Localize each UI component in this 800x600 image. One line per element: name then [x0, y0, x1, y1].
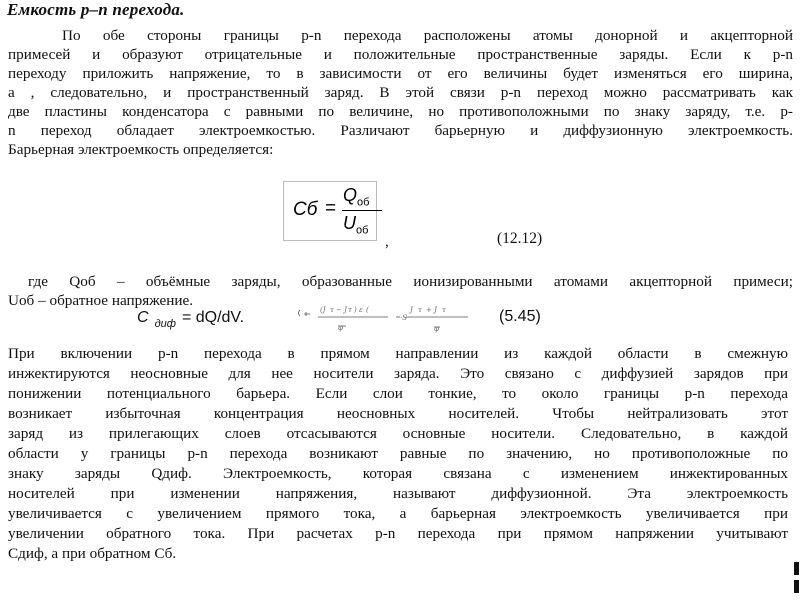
paragraph-line: понижении потенциального барьера. Если слои тонкие, то около границы p-n перехода	[8, 385, 788, 402]
paragraph-line: Сдиф, а при обратном Сб.	[8, 545, 177, 562]
paragraph-line: увеличении обратного тока. При расчетах p-n перехода при прямом напряжении учитывают	[8, 525, 788, 542]
svg-text:φ: φ	[434, 325, 439, 333]
paragraph-line: знаку заряды Qдиф. Электроемкость, которая связана с изменением инжектированных	[8, 465, 788, 482]
diffusion-capacitance-formula: C $_{диф}$ = dQ/dV.	[137, 309, 245, 330]
paragraph-line: При включении p-n перехода в прямом направлении из каждой области в смежную	[8, 345, 788, 362]
svg-text:(J: (J	[320, 306, 326, 314]
svg-text:·S: ·S	[400, 314, 408, 322]
paragraph-line: две пластины конденсатора с равными по величине, но противоположными по знаку заряду, т.е. p-	[8, 103, 793, 120]
paragraph-line: переходу приложить напряжение, то в зависимости от его величины будет изменяться его ширина,	[8, 65, 793, 82]
svg-text:(: (	[366, 306, 369, 314]
formula-comma: ,	[385, 234, 389, 250]
paragraph-line: n переход обладает электроемкостью. Различают барьерную и диффузионную электроемкость.	[8, 122, 793, 139]
definition-line: Uоб – обратное напряжение.	[8, 292, 194, 309]
equation-number: (5.45)	[499, 308, 541, 325]
section-title: Емкость p–n перехода.	[7, 0, 185, 19]
paragraph-line: заряд из прилегающих слоев отсасываются основные носители. Следовательно, в каждой	[8, 425, 788, 442]
svg-text:τ: τ	[330, 306, 334, 314]
formula-denominator: $U_{об}$	[343, 213, 369, 237]
barrier-capacitance-formula	[293, 185, 373, 237]
svg-text:φ: φ	[338, 324, 343, 332]
paragraph-line: инжектируются неосновные для нее носители заряда. Это связано с диффузией зарядов при	[8, 365, 788, 382]
paragraph-line: примесей и образуют отрицательные и положительные пространственные заряды. Если к p-n	[8, 46, 793, 63]
paragraph-line: Барьерная электроемкость определяется:	[8, 141, 274, 158]
paragraph-line: области у границы p-n перехода возникают равные по значению, но противоположные по	[8, 445, 788, 462]
svg-text:) ε: ) ε	[354, 306, 363, 314]
definition-line: где Qоб – объёмные заряды, образованные ионизированными атомами акцепторной примеси;	[28, 273, 793, 290]
formula-lhs: Сб	[293, 199, 318, 220]
paragraph-line: а , следовательно, и пространственный заряд. В этой связи p-n переход можно рассматривать как	[8, 84, 793, 101]
fraction-bar	[342, 210, 382, 211]
edge-marker	[794, 580, 799, 593]
equation-number: (12.12)	[497, 230, 543, 247]
formula-numerator: $Q_{об}$	[343, 185, 370, 209]
paragraph-line: возникает избыточная концентрация неосновных носителей. Чтобы нейтрализовать этот	[8, 405, 788, 422]
svg-text:J: J	[410, 306, 413, 314]
edge-marker	[794, 562, 799, 575]
svg-text:− J: − J	[336, 306, 347, 314]
paragraph-line: увеличивается с увеличением прямого тока, а барьерная электроемкость увеличивается при	[8, 505, 788, 522]
svg-text:τ: τ	[348, 306, 352, 314]
paragraph-line: По обе стороны границы p-n перехода расположены атомы донорной и акцепторной	[62, 27, 793, 44]
paragraph-line: носителей при изменении напряжения, называют диффузионной. Эта электроемкость	[8, 485, 788, 502]
svg-text:+ J: + J	[426, 306, 437, 314]
formula-equals: =	[325, 198, 337, 219]
svg-text:τ: τ	[442, 306, 446, 314]
svg-text:τ: τ	[418, 306, 422, 314]
diffusion-capacitance-expression-image	[296, 300, 486, 334]
